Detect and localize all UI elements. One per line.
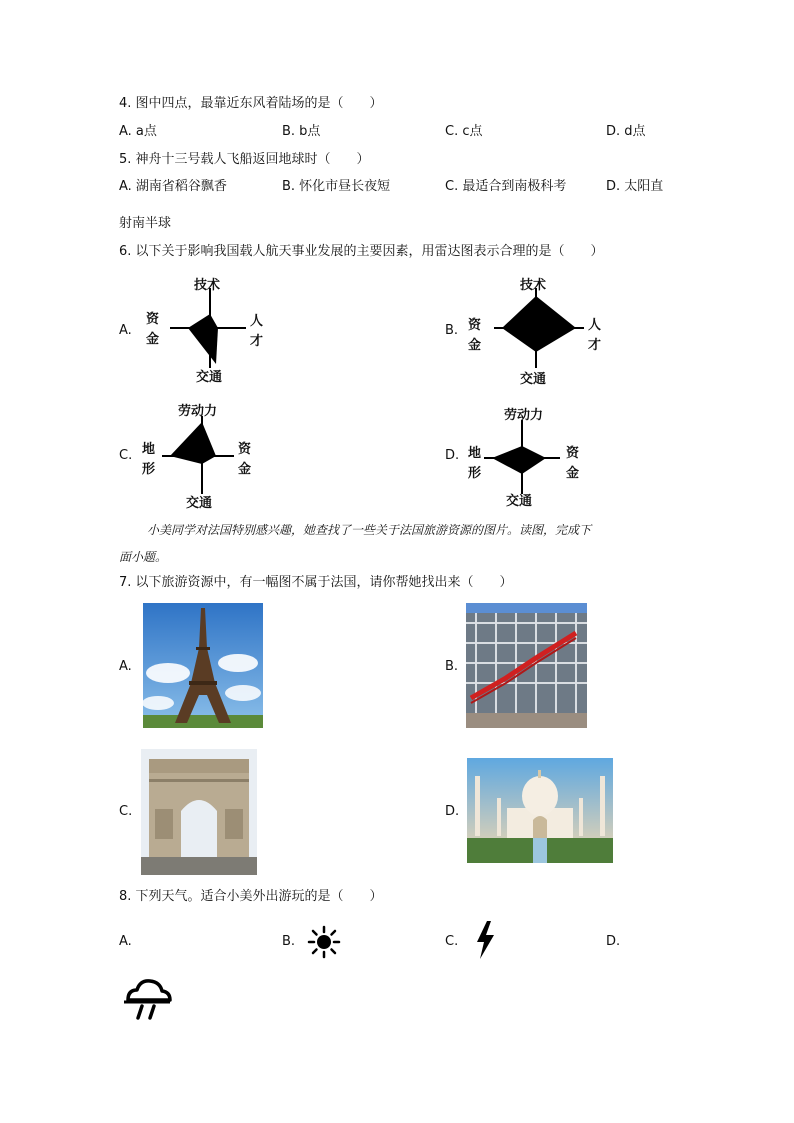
radar-c-label-top: 劳动力 — [178, 404, 218, 419]
radar-b-shape — [502, 296, 576, 352]
radar-d-label-right1: 资 — [566, 446, 580, 461]
radar-a-shape — [188, 314, 218, 364]
q8-option-b[interactable]: B. — [282, 934, 296, 949]
radar-chart-c — [140, 398, 270, 510]
radar-a-label-left2: 金 — [146, 332, 160, 347]
arc-de-triomphe-illustration — [141, 749, 257, 875]
q8-option-c[interactable]: C. — [445, 934, 459, 949]
radar-c-label-left2: 形 — [142, 462, 156, 477]
q5-option-d-continued: 射南半球 — [119, 216, 172, 231]
radar-b-label-left2: 金 — [468, 338, 482, 353]
q6-option-a[interactable]: A. — [119, 323, 132, 338]
radar-b-label-right2: 才 — [588, 338, 602, 353]
eiffel-tower-image[interactable] — [143, 603, 263, 728]
arc-de-triomphe-image[interactable] — [141, 749, 257, 875]
radar-b-label-top: 技术 — [520, 278, 547, 293]
rain-cloud-icon — [122, 976, 172, 1024]
q8-stem: 8. 下列天气。适合小美外出游玩的是（ ） — [119, 889, 383, 904]
q4-option-d[interactable]: D. d点 — [606, 124, 646, 139]
radar-b-label-right1: 人 — [588, 318, 602, 333]
eiffel-tower-illustration — [143, 603, 263, 728]
q7-option-a[interactable]: A. — [119, 659, 132, 674]
radar-a-label-top: 技术 — [194, 278, 221, 293]
q8-option-d[interactable]: D. — [606, 934, 621, 949]
radar-a-label-right2: 才 — [250, 334, 264, 349]
pompidou-centre-image[interactable] — [466, 603, 587, 728]
q5-option-d[interactable]: D. 太阳直 — [606, 179, 664, 194]
lightning-icon-svg — [474, 920, 496, 960]
radar-c-label-right1: 资 — [238, 442, 252, 457]
q5-stem: 5. 神舟十三号载人飞船返回地球时（ ） — [119, 152, 370, 167]
radar-c-label-right2: 金 — [238, 462, 252, 477]
radar-b-label-left1: 资 — [468, 318, 482, 333]
q8-option-a[interactable]: A. — [119, 934, 132, 949]
sun-icon — [307, 925, 341, 959]
radar-d-label-left1: 地 — [468, 446, 482, 461]
q4-stem: 4. 图中四点，最靠近东风着陆场的是（ ） — [119, 96, 383, 111]
q6-option-c[interactable]: C. — [119, 448, 133, 463]
q7-option-d[interactable]: D. — [445, 804, 460, 819]
q6-option-d[interactable]: D. — [445, 448, 460, 463]
q4-option-c[interactable]: C. c点 — [445, 124, 483, 139]
q5-option-a[interactable]: A. 湖南省稻谷飘香 — [119, 179, 227, 194]
radar-c-label-left1: 地 — [142, 442, 156, 457]
radar-a-label-right1: 人 — [250, 314, 264, 329]
radar-a-label-left1: 资 — [146, 312, 160, 327]
pompidou-centre-illustration — [466, 603, 587, 728]
radar-b-label-bottom: 交通 — [520, 372, 547, 387]
intro-line-1: 小美同学对法国特别感兴趣，她查找了一些关于法国旅游资源的图片。读图，完成下 — [147, 523, 592, 537]
q6-option-b[interactable]: B. — [445, 323, 459, 338]
q5-option-b[interactable]: B. 怀化市昼长夜短 — [282, 179, 391, 194]
radar-d-label-left2: 形 — [468, 466, 482, 481]
intro-line-2: 面小题。 — [119, 550, 168, 564]
radar-a-label-bottom: 交通 — [196, 370, 223, 385]
rain-cloud-icon-svg — [122, 976, 172, 1024]
q5-option-c[interactable]: C. 最适合到南极科考 — [445, 179, 567, 194]
lightning-icon — [474, 920, 496, 960]
taj-mahal-illustration — [467, 758, 613, 863]
radar-chart-a — [140, 272, 270, 384]
radar-d-label-right2: 金 — [566, 466, 580, 481]
q4-option-b[interactable]: B. b点 — [282, 124, 321, 139]
radar-c-label-bottom: 交通 — [186, 496, 213, 511]
q7-option-c[interactable]: C. — [119, 804, 133, 819]
q6-stem: 6. 以下关于影响我国载人航天事业发展的主要因素，用雷达图表示合理的是（ ） — [119, 244, 604, 259]
radar-c-shape — [170, 422, 216, 464]
radar-d-shape — [492, 446, 546, 474]
q7-option-b[interactable]: B. — [445, 659, 459, 674]
q7-stem: 7. 以下旅游资源中，有一幅图不属于法国，请你帮她找出来（ ） — [119, 575, 513, 590]
radar-chart-b — [464, 272, 604, 387]
radar-chart-d — [464, 402, 604, 514]
sun-icon-svg — [307, 925, 341, 959]
radar-d-label-top: 劳动力 — [504, 408, 544, 423]
taj-mahal-image[interactable] — [467, 758, 613, 863]
radar-d-label-bottom: 交通 — [506, 494, 533, 509]
q4-option-a[interactable]: A. a点 — [119, 124, 157, 139]
